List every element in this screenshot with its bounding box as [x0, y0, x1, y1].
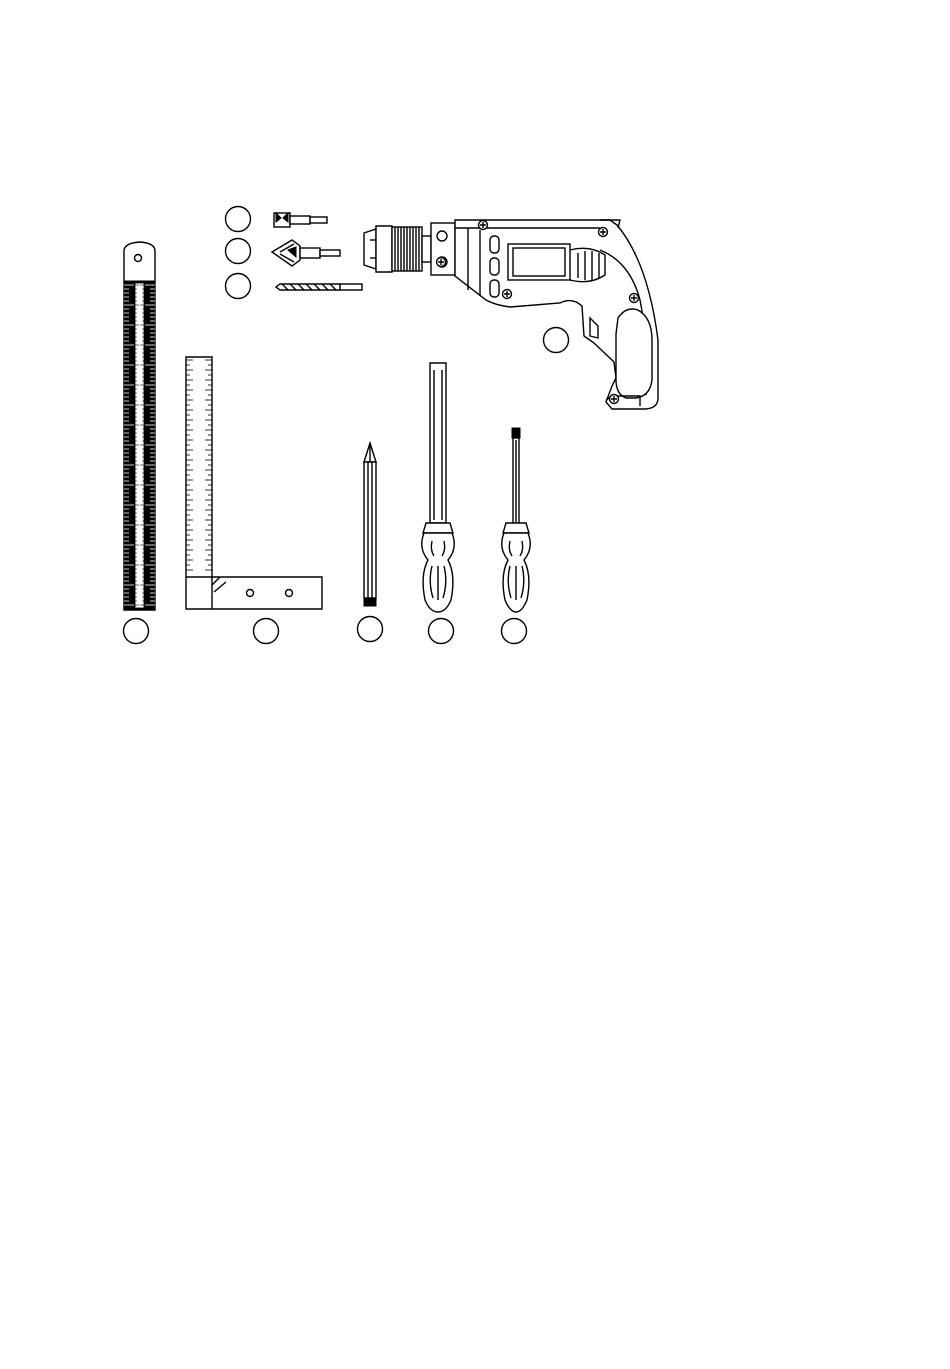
- callout-countersink-bit: [226, 239, 251, 264]
- callout-forstner-bit: [226, 207, 251, 232]
- twist-drill-bit: [276, 284, 362, 290]
- chisel: [422, 363, 455, 612]
- callout-screwdriver: [502, 619, 527, 644]
- callout-folding-rule: [124, 619, 149, 644]
- carpenters-square: [186, 357, 322, 609]
- countersink-bit: [272, 240, 340, 266]
- pencil: [364, 443, 376, 606]
- screwdriver: [502, 428, 531, 612]
- callout-pencil: [358, 617, 383, 642]
- callout-chisel: [429, 619, 454, 644]
- forstner-bit: [274, 213, 327, 227]
- callout-carpenters-square: [254, 619, 279, 644]
- callout-power-drill: [544, 328, 569, 353]
- callout-twist-drill-bit: [226, 274, 251, 299]
- power-drill: [364, 220, 658, 409]
- folding-rule: [124, 242, 155, 610]
